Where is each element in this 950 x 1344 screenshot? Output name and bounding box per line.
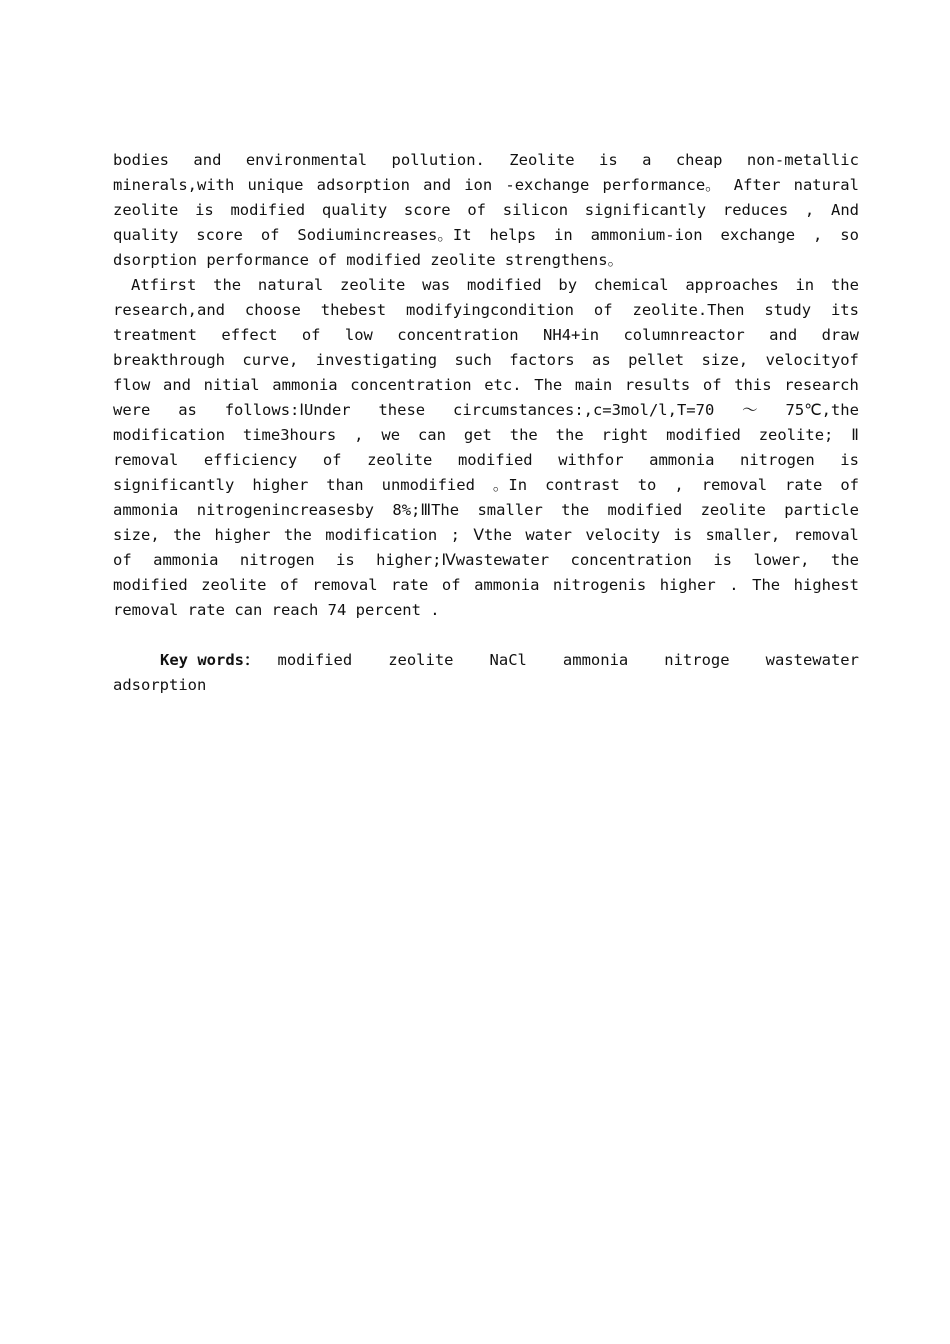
- abstract-text: [113, 148, 859, 623]
- abstract-line: removal efficiency of zeolite modified withfor ammonia nitrogen is: [113, 451, 859, 469]
- keywords-continuation: adsorption: [113, 676, 207, 694]
- abstract-line: quality score of Sodiumincreases。It helps in ammonium-ion exchange , so: [113, 226, 859, 244]
- abstract-line: zeolite is modified quality score of silicon significantly reduces , And: [113, 201, 859, 219]
- abstract-line: research,and choose thebest modifyingcondition of zeolite.Then study its: [113, 301, 859, 319]
- keywords-line: [113, 648, 859, 673]
- abstract-line: Atfirst the natural zeolite was modified by chemical approaches in the: [131, 276, 859, 294]
- keywords-terms: modified zeolite NaCl ammonia nitroge wastewater: [277, 651, 859, 669]
- abstract-content: [113, 148, 859, 698]
- abstract-line: modified zeolite of removal rate of ammonia nitrogenis higher . The highest: [113, 576, 859, 594]
- abstract-line: flow and nitial ammonia concentration etc. The main results of this research: [113, 376, 859, 394]
- abstract-line: size, the higher the modification ; Ⅴthe water velocity is smaller, removal: [113, 526, 859, 544]
- paragraph-gap: [113, 623, 859, 648]
- abstract-line: minerals,with unique adsorption and ion -exchange performance。 After natural: [113, 176, 859, 194]
- keywords-section: [113, 648, 859, 698]
- keywords-label: Key words：: [160, 651, 260, 669]
- abstract-line: significantly higher than unmodified 。In contrast to , removal rate of: [113, 476, 859, 494]
- abstract-line: bodies and environmental pollution. Zeolite is a cheap non-metallic: [113, 151, 859, 169]
- abstract-line: removal rate can reach 74 percent .: [113, 601, 440, 619]
- abstract-line: modification time3hours , we can get the the right modified zeolite; Ⅱ: [113, 426, 859, 444]
- abstract-line: ammonia nitrogenincreasesby 8%;ⅢThe smaller the modified zeolite particle: [113, 501, 859, 519]
- abstract-line: dsorption performance of modified zeolite strengthens。: [113, 251, 624, 269]
- abstract-line: breakthrough curve, investigating such factors as pellet size, velocityof: [113, 351, 859, 369]
- abstract-line: were as follows:ⅠUnder these circumstances:,c=3mol/l,T=70 ～ 75℃,the: [113, 401, 859, 419]
- abstract-line: of ammonia nitrogen is higher;Ⅳwastewater concentration is lower, the: [113, 551, 859, 569]
- abstract-line: treatment effect of low concentration NH4+in columnreactor and draw: [113, 326, 859, 344]
